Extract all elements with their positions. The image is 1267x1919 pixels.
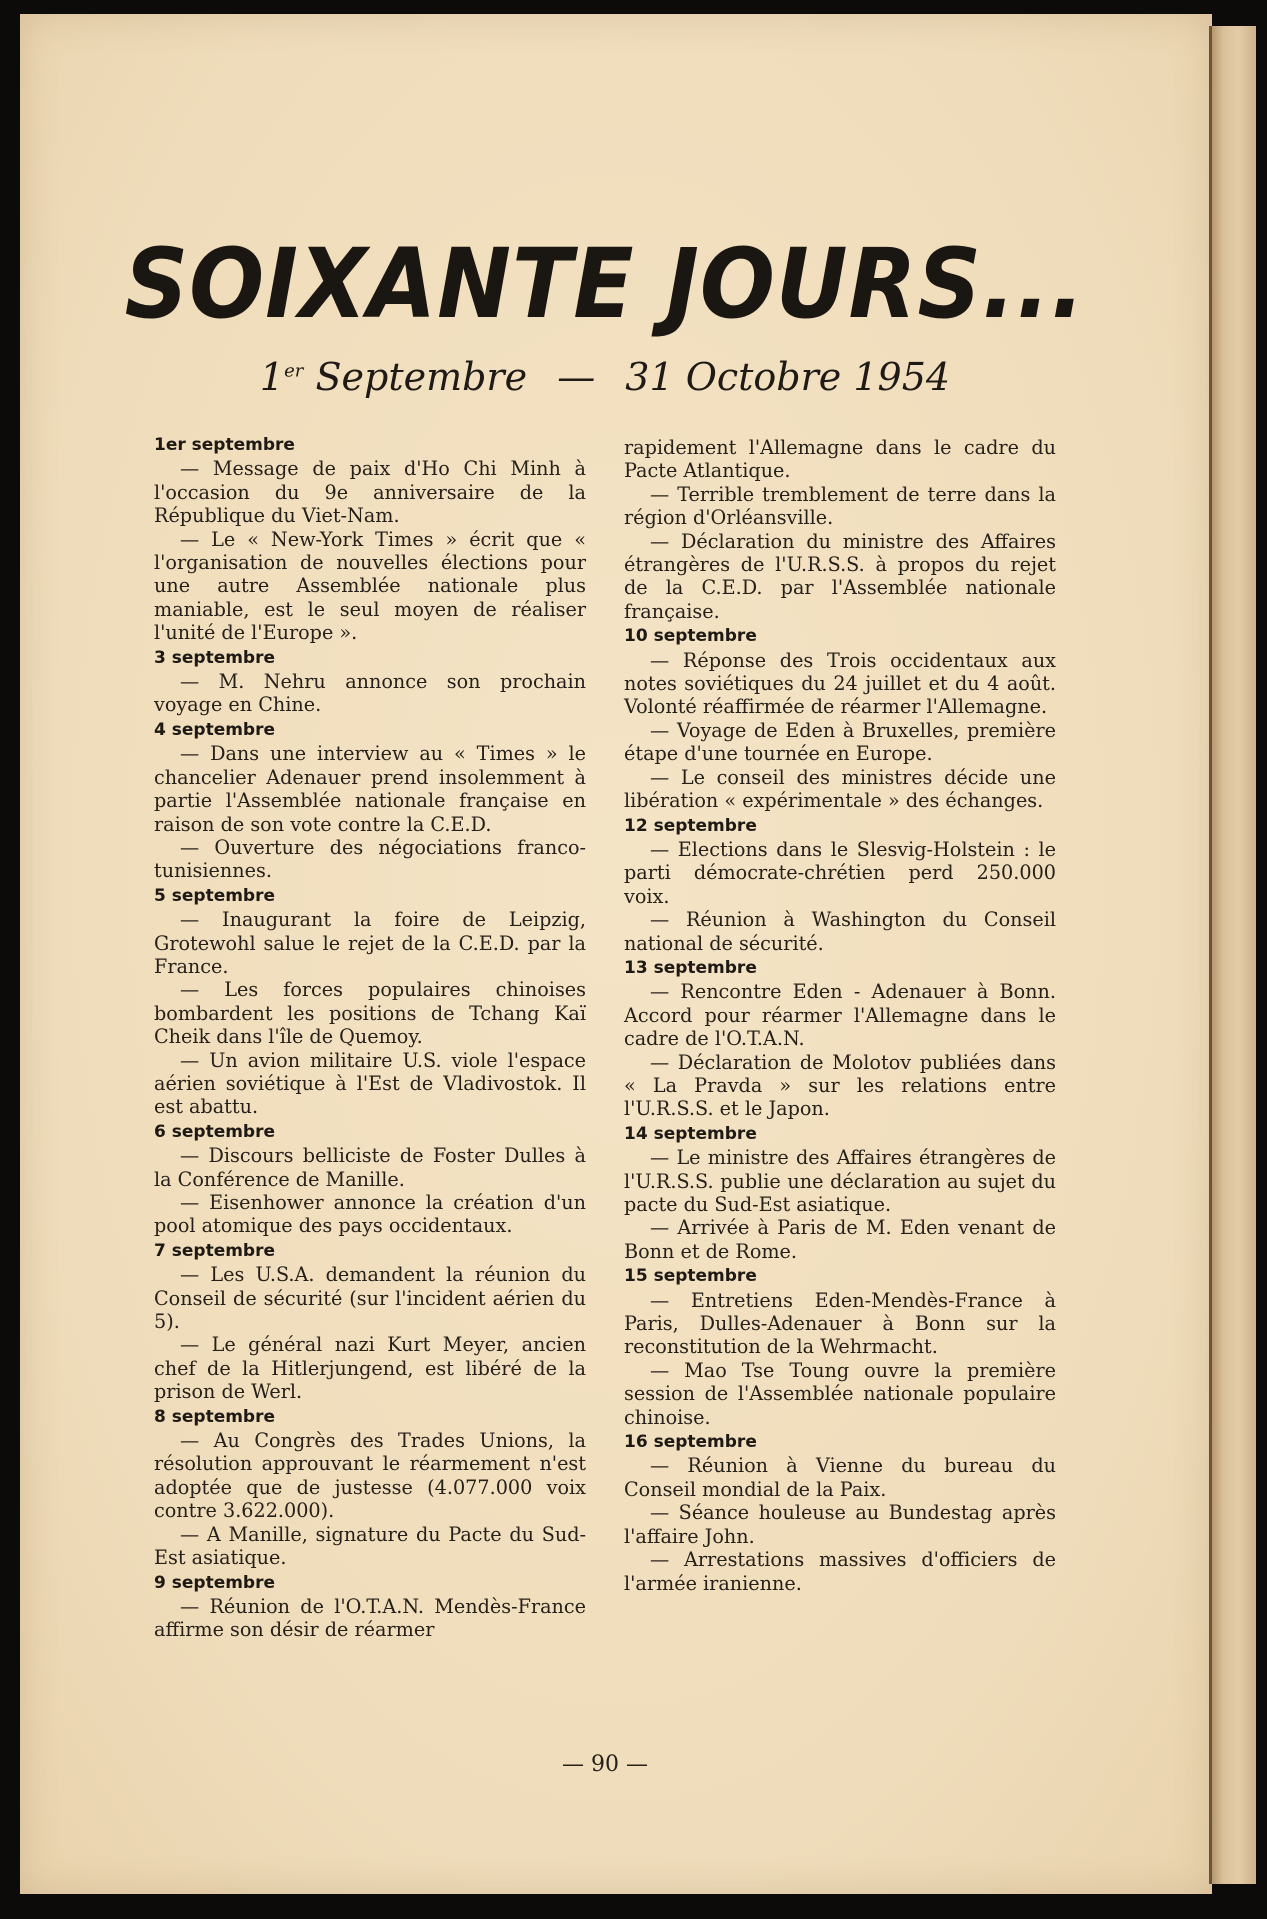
chronology-entry: — Discours belliciste de Foster Dulles à la Conférence de Manille.	[154, 1144, 586, 1191]
chronology-entry: — Voyage de Eden à Bruxelles, première étape d'une tournée en Europe.	[624, 718, 1056, 766]
chronology-entry: — Réunion à Washington du Conseil national de sécurité.	[624, 908, 1056, 955]
range-separator: —	[557, 355, 596, 399]
chronology-entry: — A Manille, signature du Pacte du Sud-Est asiatique.	[154, 1522, 586, 1570]
chronology-entry: — Au Congrès des Trades Unions, la résolution approuvant le réarmement n'est adoptée que de justesse (4.077.000 voix contre 3.622.000).	[154, 1429, 586, 1523]
date-heading: 13 septembre	[624, 957, 757, 978]
date-heading: 15 septembre	[624, 1266, 757, 1287]
chronology-entry: — Inaugurant la foire de Leipzig, Grotewohl salue le rejet de la C.E.D. par la France.	[154, 908, 586, 978]
chronology-entry: — Message de paix d'Ho Chi Minh à l'occasion du 9e anniversaire de la République du Viet-Nam.	[154, 457, 586, 528]
start-day: 1	[259, 355, 285, 399]
chronology-entry: — Les U.S.A. demandent la réunion du Conseil de sécurité (sur l'incident aérien du 5).	[154, 1263, 586, 1334]
chronology-entry: — Rencontre Eden - Adenauer à Bonn. Accord pour réarmer l'Allemagne dans le cadre de l'O.T.A.N.	[624, 980, 1056, 1051]
chronology-entry: — Le ministre des Affaires étrangères de l'U.R.S.S. publie une déclaration au sujet du pacte du Sud-Est asiatique.	[624, 1146, 1056, 1216]
book-spine-edge	[1212, 26, 1256, 1884]
chronology-entry: — M. Nehru annonce son prochain voyage en Chine.	[154, 670, 586, 717]
date-heading: 6 septembre	[154, 1121, 276, 1142]
chronology-entry: — Réponse des Trois occidentaux aux notes soviétiques du 24 juillet et du 4 août. Volonté réaffirmée de réarmer l'Allemagne.	[624, 648, 1056, 719]
right-column	[624, 436, 1056, 1595]
start-day-suffix: er	[284, 360, 304, 382]
end-date: 31 Octobre 1954	[625, 355, 951, 399]
date-heading: 10 septembre	[624, 626, 757, 647]
chronology-entry: — Un avion militaire U.S. viole l'espace aérien soviétique à l'Est de Vladivostok. Il est abattu.	[154, 1048, 586, 1119]
chronology-entry: — Eisenhower annonce la création d'un pool atomique des pays occidentaux.	[154, 1191, 586, 1238]
chronology-entry: — Les forces populaires chinoises bombardent les positions de Tchang Kaï Cheik dans l'île de Quemoy.	[154, 978, 586, 1049]
date-heading: 14 septembre	[624, 1123, 757, 1144]
chronology-entry: — Réunion à Vienne du bureau du Conseil mondial de la Paix.	[624, 1454, 1056, 1501]
date-heading: 5 septembre	[154, 885, 276, 906]
chronology-entry: — Entretiens Eden-Mendès-France à Paris, Dulles-Adenauer à Bonn sur la reconstitution de la Wehrmacht.	[624, 1288, 1056, 1359]
chronology-entry: — Arrivée à Paris de M. Eden venant de Bonn et de Rome.	[624, 1216, 1056, 1263]
chronology-entry: — Elections dans le Slesvig-Holstein : le parti démocrate-chrétien perd 250.000 voix.	[624, 837, 1056, 908]
entry-continuation: rapidement l'Allemagne dans le cadre du Pacte Atlantique.	[624, 436, 1056, 483]
chronology-entry: — Séance houleuse au Bundestag après l'affaire John.	[624, 1501, 1056, 1548]
chronology-entry: — Dans une interview au « Times » le chancelier Adenauer prend insolemment à partie l'Assemblée nationale française en raison de son vote contre la C.E.D.	[154, 742, 586, 836]
chronology-entry: — Mao Tse Toung ouvre la première session de l'Assemblée nationale populaire chinoise.	[624, 1358, 1056, 1429]
date-heading: 12 septembre	[624, 815, 757, 836]
date-heading: 7 septembre	[154, 1240, 276, 1261]
date-heading: 1er septembre	[154, 435, 295, 455]
page-title: SOIXANTE JOURS...	[124, 228, 1086, 340]
date-heading: 8 septembre	[154, 1406, 276, 1427]
date-heading: 16 septembre	[624, 1432, 757, 1453]
left-column	[154, 432, 586, 1642]
chronology-entry: — Le conseil des ministres décide une libération « expérimentale » des échanges.	[624, 765, 1056, 813]
date-heading: 9 septembre	[154, 1572, 276, 1593]
date-heading: 4 septembre	[154, 719, 276, 740]
chronology-entry: — Réunion de l'O.T.A.N. Mendès-France affirme son désir de réarmer	[154, 1594, 586, 1642]
chronology-entry: — Le « New-York Times » écrit que « l'organisation de nouvelles élections pour une autre Assemblée nationale plus maniable, est le seul moyen de réaliser l'unité de l'Europe ».	[154, 527, 586, 645]
chronology-entry: — Terrible tremblement de terre dans la région d'Orléansville.	[624, 482, 1056, 530]
date-heading: 3 septembre	[154, 647, 276, 668]
chronology-entry: — Déclaration de Molotov publiées dans « La Pravda » sur les relations entre l'U.R.S.S. et le Japon.	[624, 1050, 1056, 1121]
chronology-entry: — Arrestations massives d'officiers de l'armée iranienne.	[624, 1548, 1056, 1595]
date-range-subtitle	[0, 355, 1210, 399]
page-number: — 90 —	[562, 1752, 648, 1777]
chronology-entry: — Déclaration du ministre des Affaires étrangères de l'U.R.S.S. à propos du rejet de la C.E.D. par l'Assemblée nationale française.	[624, 529, 1056, 623]
chronology-entry: — Le général nazi Kurt Meyer, ancien chef de la Hitlerjungend, est libéré de la prison de Werl.	[154, 1333, 586, 1404]
chronology-entry: — Ouverture des négociations franco-tunisiennes.	[154, 835, 586, 883]
start-month: Septembre	[315, 355, 528, 399]
